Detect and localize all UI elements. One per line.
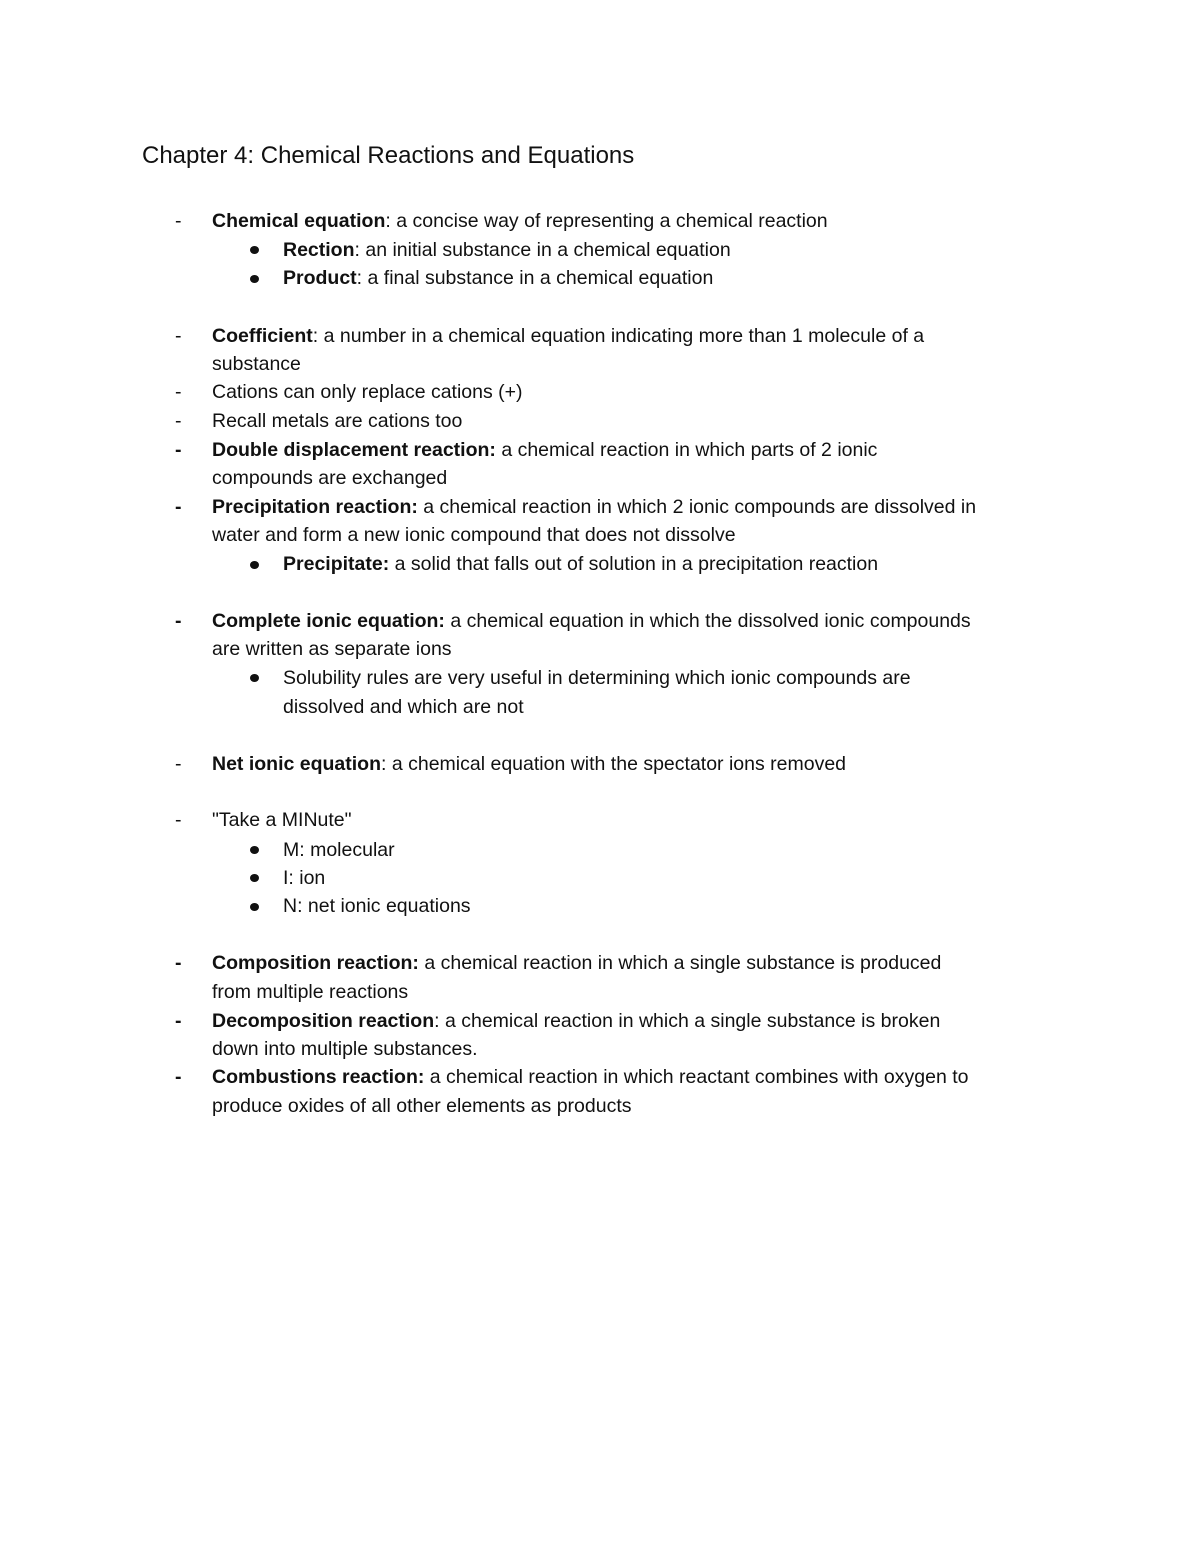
- term: Net ionic equation: [212, 753, 382, 775]
- definition: : a final substance in a chemical equation: [356, 267, 714, 289]
- list-dash: -: [175, 809, 182, 831]
- term: Double displacement reaction:: [212, 439, 496, 461]
- list-item-continuation: dissolved and which are not: [283, 696, 524, 718]
- list-item-continuation: down into multiple substances.: [212, 1038, 478, 1060]
- term: Coefficient: [212, 325, 313, 347]
- list-item-composition-reaction: [212, 949, 941, 977]
- list-dash: -: [175, 410, 182, 432]
- list-item-chemical-equation: [212, 207, 828, 235]
- bullet-icon: [250, 874, 259, 882]
- list-item-continuation: substance: [212, 353, 301, 375]
- list-item-solubility: Solubility rules are very useful in determining which ionic compounds are: [283, 667, 911, 689]
- list-dash: -: [175, 753, 182, 775]
- list-item-rection: [283, 236, 731, 264]
- term: Composition reaction:: [212, 952, 419, 974]
- list-dash: -: [175, 1066, 182, 1088]
- list-item-complete-ionic-equation: [212, 607, 971, 635]
- definition: : a number in a chemical equation indicating more than 1 molecule of a: [312, 325, 925, 347]
- term: Chemical equation: [212, 210, 386, 232]
- list-item-precipitate: [283, 550, 878, 578]
- list-item-continuation: produce oxides of all other elements as products: [212, 1095, 632, 1117]
- bullet-icon: [250, 246, 259, 254]
- definition: a solid that falls out of solution in a precipitation reaction: [389, 553, 879, 575]
- list-dash: -: [175, 496, 182, 518]
- list-item-metals: Recall metals are cations too: [212, 410, 463, 432]
- definition: a chemical equation in which the dissolved ionic compounds: [444, 610, 971, 632]
- term: Rection: [283, 239, 355, 261]
- list-dash: -: [175, 1010, 182, 1032]
- list-item-continuation: from multiple reactions: [212, 981, 409, 1003]
- bullet-icon: [250, 561, 259, 569]
- definition: a chemical reaction in which reactant combines with oxygen to: [424, 1066, 969, 1088]
- term: Complete ionic equation:: [212, 610, 445, 632]
- definition: : an initial substance in a chemical equation: [354, 239, 731, 261]
- page-title: Chapter 4: Chemical Reactions and Equations: [142, 142, 635, 169]
- list-item-net-ionic: N: net ionic equations: [283, 895, 471, 917]
- list-item-cations: Cations can only replace cations (+): [212, 381, 523, 403]
- list-item-continuation: compounds are exchanged: [212, 467, 448, 489]
- list-item-precipitation-reaction: [212, 493, 976, 521]
- definition: : a chemical reaction in which a single substance is broken: [434, 1010, 941, 1032]
- list-dash: -: [175, 610, 182, 632]
- definition: : a chemical equation with the spectator ions removed: [381, 753, 847, 775]
- definition: a chemical reaction in which a single substance is produced: [418, 952, 942, 974]
- list-dash: -: [175, 381, 182, 403]
- bullet-icon: [250, 903, 259, 911]
- list-item-product: [283, 264, 713, 292]
- list-item-decomposition-reaction: [212, 1007, 940, 1035]
- term: Precipitation reaction:: [212, 496, 418, 518]
- list-dash: -: [175, 439, 182, 461]
- term: Combustions reaction:: [212, 1066, 425, 1088]
- list-item-net-ionic-equation: [212, 750, 846, 778]
- list-dash: -: [175, 325, 182, 347]
- bullet-icon: [250, 275, 259, 283]
- definition: a chemical reaction in which parts of 2 ionic: [495, 439, 878, 461]
- list-item-continuation: water and form a new ionic compound that does not dissolve: [212, 524, 736, 546]
- list-item-double-displacement: [212, 436, 877, 464]
- term: Product: [283, 267, 357, 289]
- definition: a chemical reaction in which 2 ionic compounds are dissolved in: [417, 496, 977, 518]
- list-dash: -: [175, 952, 182, 974]
- list-item-ion: I: ion: [283, 867, 326, 889]
- list-item-take-a-minute: "Take a MINute": [212, 809, 352, 831]
- bullet-icon: [250, 674, 259, 682]
- list-item-molecular: M: molecular: [283, 839, 395, 861]
- list-dash: -: [175, 210, 182, 232]
- list-item-continuation: are written as separate ions: [212, 638, 452, 660]
- list-item-combustion-reaction: [212, 1063, 968, 1091]
- term: Precipitate:: [283, 553, 390, 575]
- definition: : a concise way of representing a chemical reaction: [385, 210, 828, 232]
- bullet-icon: [250, 846, 259, 854]
- list-item-coefficient: [212, 322, 924, 350]
- term: Decomposition reaction: [212, 1010, 435, 1032]
